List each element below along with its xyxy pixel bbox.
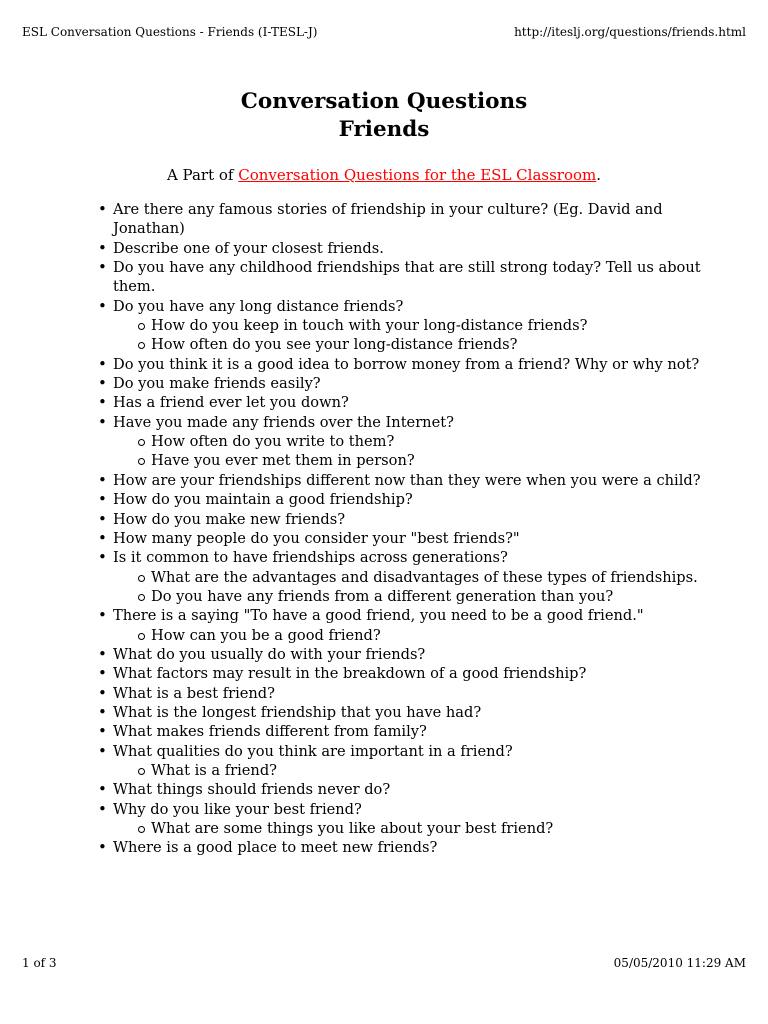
question-text: • What do you usually do with your friends?	[113, 646, 425, 663]
question-text: • Why do you like your best friend?	[113, 801, 362, 818]
question-text: • How many people do you consider your "best friends?"	[113, 530, 520, 547]
question-item	[113, 490, 703, 509]
question-item	[113, 393, 703, 412]
question-text: • What makes friends different from family?	[113, 723, 427, 740]
sub-question-item: Do you have any friends from a different generation than you?	[151, 587, 703, 606]
question-text: • Are there any famous stories of friendship in your culture? (Eg. David and Jonathan)	[113, 201, 663, 237]
question-text: • What is a best friend?	[113, 685, 275, 702]
title-line-2: Friends	[338, 117, 430, 142]
sub-question-item: How often do you see your long-distance friends?	[151, 335, 703, 354]
header-page-title: ESL Conversation Questions - Friends (I-TESL-J)	[22, 25, 318, 39]
question-text: • What is the longest friendship that you have had?	[113, 704, 481, 721]
part-of-prefix: A Part of	[166, 166, 239, 184]
sub-question-item: How can you be a good friend?	[151, 626, 703, 645]
question-text: • Do you have any childhood friendships that are still strong today? Tell us about them.	[113, 259, 701, 295]
question-item	[113, 200, 703, 239]
sub-question-list	[113, 819, 703, 838]
question-item	[113, 645, 703, 664]
question-item	[113, 374, 703, 393]
question-item	[113, 297, 703, 355]
sub-question-item: Have you ever met them in person?	[151, 451, 703, 470]
sub-question-list	[113, 761, 703, 780]
footer-page-number: 1 of 3	[22, 956, 57, 970]
question-text: • Do you make friends easily?	[113, 375, 321, 392]
classroom-link[interactable]: Conversation Questions for the ESL Classroom	[238, 166, 597, 184]
question-text: • Describe one of your closest friends.	[113, 240, 384, 257]
sub-question-item: How do you keep in touch with your long-distance friends?	[151, 316, 703, 335]
question-item	[113, 684, 703, 703]
question-item	[113, 258, 703, 297]
question-text: • Is it common to have friendships across generations?	[113, 549, 508, 566]
sub-question-list	[113, 432, 703, 471]
header-url: http://iteslj.org/questions/friends.html	[514, 25, 746, 39]
question-item	[113, 722, 703, 741]
sub-question-item: What is a friend?	[151, 761, 703, 780]
question-text: • How are your friendships different now than they were when you were a child?	[113, 472, 701, 489]
question-item	[113, 239, 703, 258]
sub-question-item: What are the advantages and disadvantages of these types of friendships.	[151, 568, 703, 587]
question-text: • What things should friends never do?	[113, 781, 390, 798]
question-text: • There is a saying "To have a good friend, you need to be a good friend."	[113, 607, 644, 624]
question-list	[113, 200, 703, 858]
question-text: • Has a friend ever let you down?	[113, 394, 349, 411]
question-text: • Do you have any long distance friends?	[113, 298, 403, 315]
question-item	[113, 703, 703, 722]
sub-question-list	[113, 568, 703, 607]
sub-question-list	[113, 626, 703, 645]
question-text: • How do you make new friends?	[113, 511, 345, 528]
question-item	[113, 838, 703, 857]
sub-question-list	[113, 316, 703, 355]
print-header	[22, 24, 746, 42]
question-item	[113, 800, 703, 839]
question-item	[113, 606, 703, 645]
question-item	[113, 413, 703, 471]
question-item	[113, 510, 703, 529]
question-text: • What qualities do you think are important in a friend?	[113, 743, 513, 760]
sub-question-item: What are some things you like about your best friend?	[151, 819, 703, 838]
question-item	[113, 355, 703, 374]
question-text: • Have you made any friends over the Internet?	[113, 414, 454, 431]
question-text: • What factors may result in the breakdown of a good friendship?	[113, 665, 586, 682]
question-item	[113, 664, 703, 683]
question-item	[113, 529, 703, 548]
question-text: • Do you think it is a good idea to borrow money from a friend? Why or why not?	[113, 356, 699, 373]
part-of-line	[0, 165, 768, 185]
footer-timestamp: 05/05/2010 11:29 AM	[613, 956, 746, 970]
print-footer	[22, 955, 746, 973]
question-item	[113, 548, 703, 606]
question-text: • How do you maintain a good friendship?	[113, 491, 413, 508]
question-item	[113, 742, 703, 781]
page-title	[0, 88, 768, 144]
question-text: • Where is a good place to meet new friends?	[113, 839, 437, 856]
part-of-suffix: .	[596, 166, 602, 184]
title-line-1: Conversation Questions	[240, 89, 528, 114]
sub-question-item: How often do you write to them?	[151, 432, 703, 451]
question-item	[113, 780, 703, 799]
question-item	[113, 471, 703, 490]
